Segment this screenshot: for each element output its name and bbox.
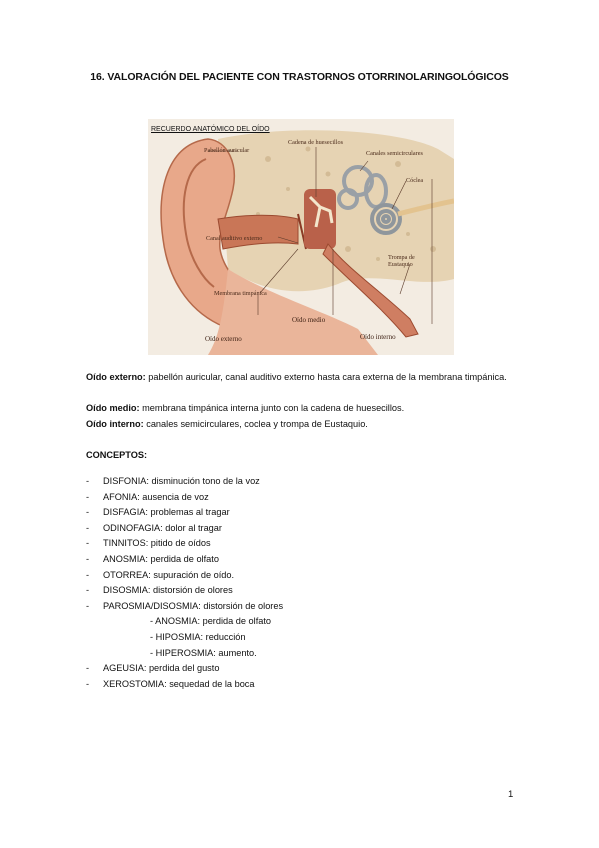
list-bullet: - [86, 663, 90, 674]
definition-text: canales semicirculares, coclea y trompa de Eustaquio. [143, 419, 368, 429]
ear-anatomy-figure [148, 119, 454, 355]
label-coclea: Cóclea [406, 177, 424, 184]
definition-oido-externo [86, 370, 514, 386]
list-item-text: PAROSMIA/DISOSMIA: distorsión de olores [103, 600, 284, 611]
list-item [86, 599, 516, 615]
list-item [86, 583, 516, 599]
list-item-text: DISFONIA: disminución tono de la voz [103, 476, 260, 486]
definition-text: pabellón auricular, canal auditivo externo hasta cara externa de la membrana timpánica. [145, 372, 507, 382]
label-pabellon: Pabellón auricular [204, 147, 250, 154]
label-canales: Canales semicirculares [366, 150, 423, 157]
list-item-text: DISFAGIA: problemas al tragar [103, 507, 230, 518]
list-item [86, 568, 516, 584]
list-item [86, 536, 516, 552]
list-item-text: XEROSTOMIA: sequedad de la boca [103, 678, 255, 689]
page-title: 16. VALORACIÓN DEL PACIENTE CON TRASTORNOS OTORRINOLARINGOLÓGICOS [90, 71, 509, 83]
list-item [86, 521, 516, 537]
list-item [86, 552, 516, 568]
list-item-text: ANOSMIA: perdida de olfato [103, 553, 219, 564]
definition-term: Oído externo: [86, 372, 146, 382]
definition-term: Oído medio: [86, 403, 140, 413]
list-item-text: OTORREA: supuración de oído. [103, 569, 235, 580]
list-item [86, 677, 516, 693]
label-oido-interno: Oído interno [360, 333, 396, 341]
concepts-list [86, 474, 516, 692]
page-number: 1 [508, 789, 514, 800]
list-bullet: - [86, 538, 90, 549]
list-item-text: - ANOSMIA: perdida de olfato [150, 616, 272, 627]
list-bullet: - [86, 553, 90, 564]
label-oido-medio: Oído medio [292, 316, 326, 324]
list-bullet: - [86, 569, 90, 580]
list-bullet: - [86, 476, 90, 486]
list-subitem [86, 646, 516, 662]
list-item-text: ODINOFAGIA: dolor al tragar [103, 522, 222, 533]
figure-heading: RECUERDO ANATÓMICO DEL OÍDO [151, 126, 270, 133]
list-item-text: AFONIA: ausencia de voz [103, 491, 209, 502]
definition-oido-medio [86, 401, 514, 417]
list-subitem [86, 630, 516, 646]
list-item-text: DISOSMIA: distorsión de olores [103, 585, 233, 596]
label-trompa: Trompa de Eustaquio [388, 254, 415, 268]
list-item-text: TINNITOS: pitido de oídos [103, 538, 211, 549]
label-membrana: Membrana timpánica [214, 290, 267, 297]
label-canal: Canal auditivo externo [206, 235, 263, 242]
list-item [86, 661, 516, 677]
list-bullet: - [86, 585, 90, 596]
list-bullet: - [86, 507, 90, 518]
definition-oido-interno [86, 417, 514, 433]
label-oido-externo: Oído externo [205, 335, 242, 343]
list-item-text: - HIPEROSMIA: aumento. [150, 647, 257, 658]
concepts-heading: CONCEPTOS: [86, 450, 148, 460]
list-item-text: - HIPOSMIA: reducción [150, 631, 246, 642]
list-bullet: - [86, 491, 90, 502]
definition-text: membrana timpánica interna junto con la cadena de huesecillos. [139, 403, 405, 413]
list-bullet: - [86, 522, 90, 533]
list-item-text: AGEUSIA: perdida del gusto [103, 663, 220, 674]
label-cadena: Cadena de huesecillos [288, 139, 343, 146]
list-subitem [86, 614, 516, 630]
definition-term: Oído interno: [86, 419, 144, 429]
list-bullet: - [86, 678, 90, 689]
list-item [86, 490, 516, 506]
list-item [86, 474, 516, 490]
list-item [86, 505, 516, 521]
list-bullet: - [86, 600, 90, 611]
